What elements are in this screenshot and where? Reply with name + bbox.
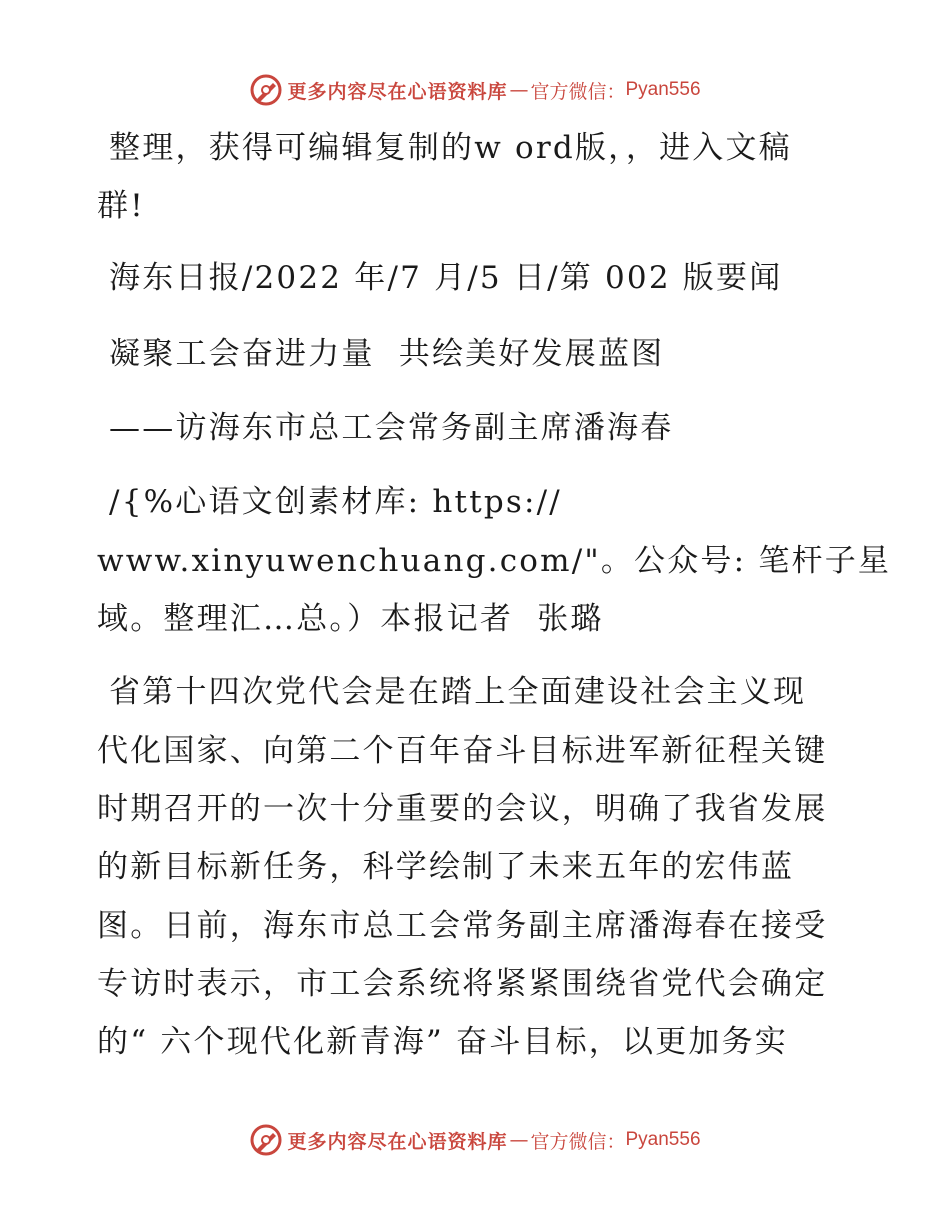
- body-line: 专访时表示，市工会系统将紧紧围绕省党代会确定: [97, 966, 828, 1002]
- body-line: 的新目标新任务，科学绘制了未来五年的宏伟蓝: [97, 849, 795, 885]
- article-subtitle: ——访海东市总工会常务副主席潘海春: [97, 410, 674, 446]
- body-line: www.xinyuwenchuang.com/"。公众号: 笔杆子星: [97, 543, 892, 579]
- header-watermark-banner: [0, 70, 950, 110]
- banner-wechat-handle: Pyan556: [625, 79, 701, 100]
- article-title: 凝聚工会奋进力量 共绘美好发展蓝图: [97, 336, 665, 372]
- body-line: 代化国家、向第二个百年奋斗目标进军新征程关键: [97, 733, 828, 769]
- body-line: 省第十四次党代会是在踏上全面建设社会主义现: [97, 674, 807, 710]
- body-line: 域。整理汇…总。）本报记者 张璐: [97, 601, 604, 637]
- banner-wechat-handle: Pyan556: [625, 1129, 701, 1150]
- banner-wechat-label: 官方微信：: [530, 80, 626, 103]
- body-line: 图。日前，海东市总工会常务副主席潘海春在接受: [97, 908, 828, 944]
- body-line: 群!: [97, 188, 145, 224]
- banner-dash: —: [509, 79, 529, 101]
- footer-watermark-banner: [0, 1120, 950, 1160]
- banner-brand-text: 更多内容尽在心语资料库: [287, 1130, 508, 1153]
- banner-brand-text: 更多内容尽在心语资料库: [287, 80, 508, 103]
- body-line: 整理，获得可编辑复制的w ord版，，进入文稿: [97, 130, 792, 166]
- pen-circle-logo-icon: [249, 1123, 283, 1157]
- banner-dash: —: [509, 1129, 529, 1151]
- body-line: 时期召开的一次十分重要的会议，明确了我省发展: [97, 791, 828, 827]
- body-line: 的“ 六个现代化新青海” 奋斗目标，以更加务实: [97, 1024, 789, 1060]
- pen-circle-logo-icon: [249, 73, 283, 107]
- banner-wechat-label: 官方微信：: [530, 1130, 626, 1153]
- body-line: /{%心语文创素材库: https://: [97, 484, 562, 520]
- article-source-line: 海东日报/2022 年/7 月/5 日/第 002 版要闻: [97, 260, 783, 296]
